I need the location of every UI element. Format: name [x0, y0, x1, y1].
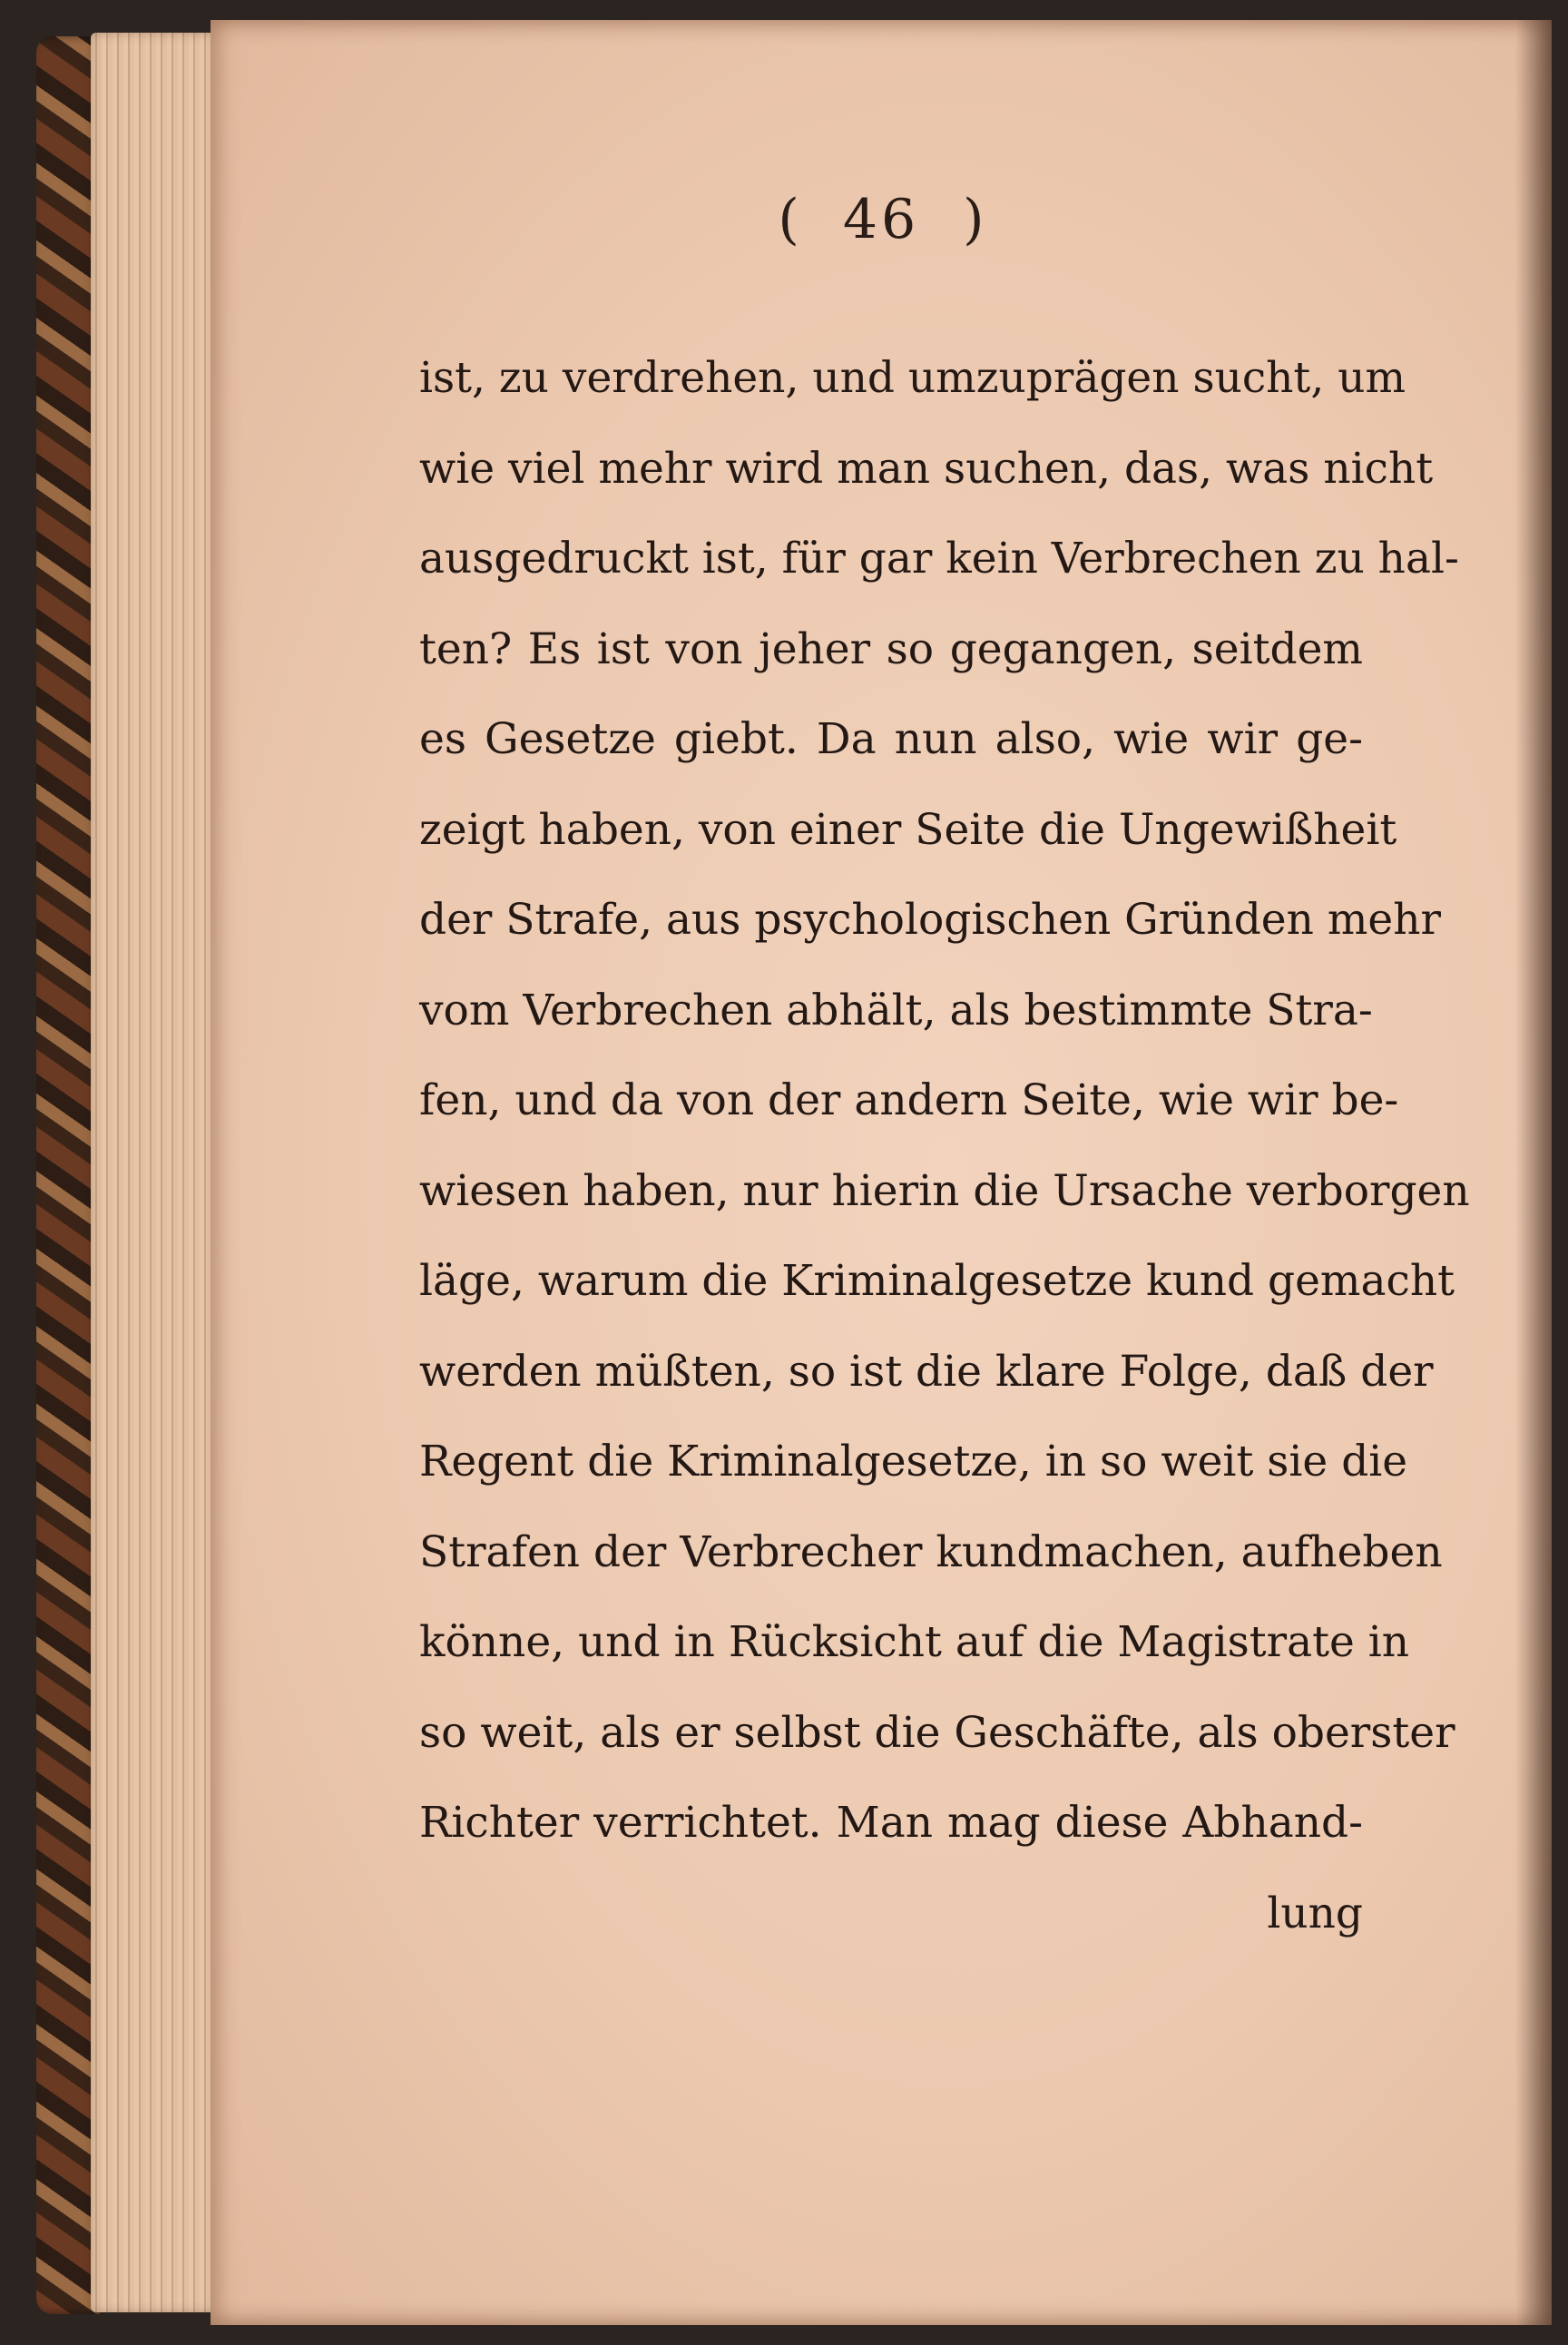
text-line: könne, und in Rücksicht auf die Magistrate in: [419, 1617, 1410, 1667]
folio-number: 46: [842, 188, 920, 251]
text-line: Strafen der Verbrecher kundmachen, aufheben: [419, 1526, 1443, 1577]
page-number: [211, 188, 1552, 251]
text-line: Regent die Kriminalgesetze, in so weit sie die: [419, 1437, 1408, 1486]
book-page: [211, 20, 1552, 2325]
text-line: es Gesetze giebt. Da nun also, wie wir ge-: [419, 714, 1363, 764]
text-line: werden müßten, so ist die klare Folge, daß der: [419, 1346, 1434, 1397]
folio-open-paren: (: [778, 188, 799, 251]
catchword: lung: [1267, 1888, 1363, 1938]
text-line: vom Verbrechen abhält, als bestimmte Stra-: [419, 985, 1373, 1035]
text-line: wie viel mehr wird man suchen, das, was nicht: [419, 443, 1434, 494]
page-body-text: [419, 333, 1470, 1958]
page-edges: [91, 33, 218, 2312]
text-line: ausgedruckt ist, für gar kein Verbrechen zu hal-: [419, 534, 1459, 584]
text-line: ist, zu verdrehen, und umzuprägen sucht, um: [419, 353, 1406, 403]
text-line: fen, und da von der andern Seite, wie wir be-: [419, 1075, 1399, 1125]
text-line: Richter verrichtet. Man mag diese Abhand-: [419, 1798, 1363, 1848]
text-line: so weit, als er selbst die Geschäfte, als oberster: [419, 1707, 1455, 1758]
text-line: zeigt haben, von einer Seite die Ungewißheit: [419, 804, 1397, 855]
text-line: ten? Es ist von jeher so gegangen, seitdem: [419, 623, 1363, 674]
folio-close-paren: ): [963, 188, 985, 251]
text-line: wiesen haben, nur hierin die Ursache verborgen: [419, 1165, 1470, 1216]
text-line: läge, warum die Kriminalgesetze kund gemacht: [419, 1256, 1455, 1306]
page-gutter-shadow: [1515, 20, 1552, 2325]
text-line: der Strafe, aus psychologischen Gründen mehr: [419, 895, 1441, 945]
